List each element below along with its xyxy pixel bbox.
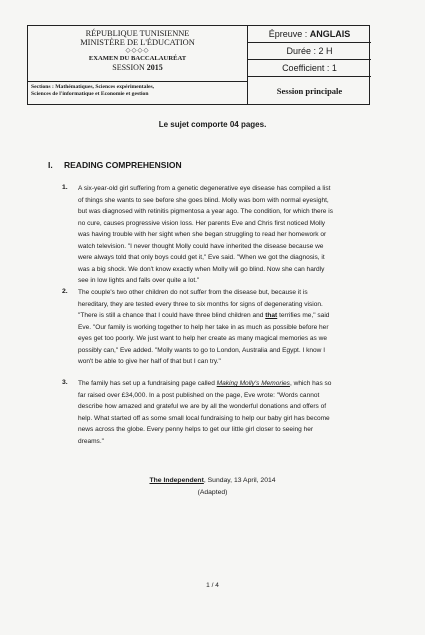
p2-line: Eve. "Our family is working together to help her take in as much as possible before her (78, 323, 329, 331)
ministry-label: MINISTÈRE DE L'ÉDUCATION (80, 38, 195, 47)
sections-line2: Sciences de l'informatique et Economie et gestion (31, 91, 149, 97)
session-label (28, 63, 247, 72)
p3-line: news across the globe. Every penny helps to get our little girl closer to seeing her (78, 426, 314, 433)
p1-line: were always told that only boys could get it," Eve said. "When we got the diagnosis, it (78, 254, 325, 261)
section-number: I. (48, 160, 53, 170)
session-type: Session principale (276, 86, 343, 96)
session-text: SESSION (112, 63, 145, 72)
p3-line-part: , which has so (289, 380, 332, 387)
p1-line: see in low lights and falls over quite a lot." (78, 277, 200, 284)
p1-line: no cure, causes progressive vision loss. Her parents Eve and Chris first noticed Molly (78, 219, 326, 227)
p1-line: but was diagnosed with retinitis pigmentosa a year ago. The condition, for which there is (78, 208, 333, 215)
duree-row: Durée : 2 H (248, 43, 371, 60)
paragraph-3 (78, 378, 390, 447)
paragraph-number-2: 2. (62, 288, 68, 295)
fundraising-page-title: Making Molly's Memories (216, 380, 290, 387)
p3-line (78, 378, 390, 390)
p2-line: won't be able to give her half of that but I can try." (78, 358, 221, 365)
source-name: The Independent (149, 477, 204, 484)
paragraph-1 (78, 183, 390, 287)
paragraph-number-3: 3. (62, 379, 68, 386)
exam-label: EXAMEN DU BACCALAURÉAT (88, 55, 187, 62)
coefficient-row: Coefficient : 1 (248, 60, 371, 77)
republic-label: RÉPUBLIQUE TUNISIENNE (85, 29, 190, 38)
p3-line: far raised over £34,000. In a post published on the page, Eve wrote: "Words cannot (78, 391, 320, 399)
source-adapted: (Adapted) (197, 489, 228, 496)
p2-line: hereditary, they are tested every three to six months for signs of degenerating vision. (78, 300, 323, 308)
p3-line: dreams." (78, 437, 104, 445)
page-number: 1 / 4 (206, 582, 219, 589)
exam-header (27, 25, 370, 105)
sections-line1: Mathématiques, Sciences expérimentales, (55, 84, 155, 90)
p2-line: eyes get too poorly. We just want to help her create as many magical memories as we (78, 335, 328, 342)
header-right-panel (248, 26, 371, 105)
session-year: 2015 (146, 63, 163, 72)
p1-line: A six-year-old girl suffering from a genetic degenerative eye disease has compiled a list (78, 185, 331, 192)
pages-note: Le sujet comporte 04 pages. (158, 120, 267, 129)
section-title: READING COMPREHENSION (64, 160, 182, 170)
paragraph-number-1: 1. (62, 184, 68, 191)
p2-line-part: terrifies me," said (279, 312, 330, 319)
sections-list (28, 81, 247, 100)
sections-label: Sections : (31, 84, 54, 90)
header-left-panel (28, 26, 248, 105)
p3-line: describe how amazed and grateful we are by all the wonderful donations and offers of (78, 403, 327, 410)
p2-line-part: "There is still a chance that I could have three blind children and (78, 312, 264, 319)
epreuve-value: ANGLAIS (309, 29, 351, 39)
p2-line: possibly can," Eve added. "Molly wants to go to London, Australia and Egypt. I know I (78, 346, 326, 354)
p1-line: of things she wants to see before she goes blind. Molly was born with normal eyesight, (78, 196, 329, 204)
source-citation (0, 476, 425, 486)
p1-line: was a big shock. We don't know exactly when Molly will go blind. Now she can hardly (78, 265, 325, 273)
p1-line: was having trouble with her sight when she began struggling to read her homework or (78, 231, 327, 238)
highlighted-word-that: that (265, 312, 278, 319)
p2-line (78, 310, 390, 322)
ornament: ◇◇◇◇ (125, 47, 150, 54)
paragraph-2 (78, 287, 390, 368)
epreuve-label: Épreuve : (268, 29, 308, 39)
p1-line: watch television. "I never thought Molly could have inherited the disease because we (78, 242, 324, 250)
source-date: , Sunday, 13 April, 2014 (203, 477, 276, 484)
p3-line: help. What started off as some small local fundraising to help our baby girl has become (78, 414, 330, 422)
p2-line: The couple's two other children do not suffer from the disease but, because it is (78, 289, 308, 296)
p3-line-part: The family has set up a fundraising page called (78, 380, 215, 387)
epreuve-row (248, 26, 371, 43)
